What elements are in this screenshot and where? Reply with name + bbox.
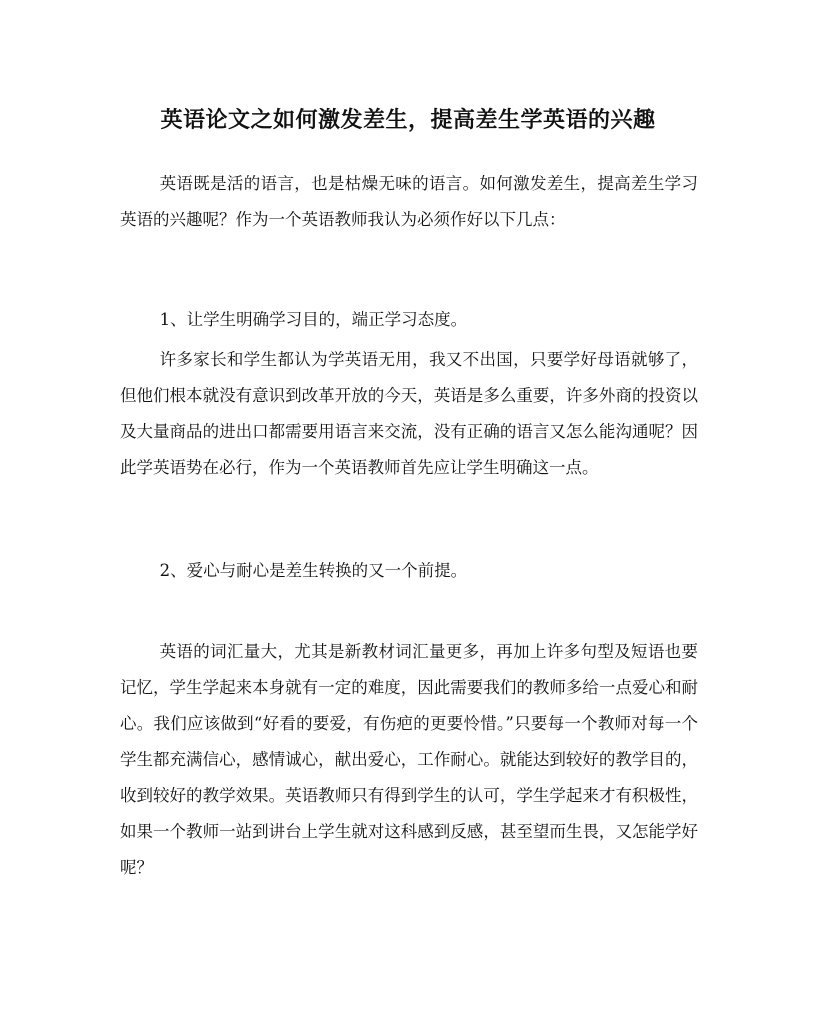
point-2-heading: 2、爱心与耐心是差生转换的又一个前提。 <box>159 561 468 580</box>
point-1-heading: 1、让学生明确学习目的，端正学习态度。 <box>159 310 468 329</box>
intro-paragraph: 英语既是活的语言，也是枯燥无味的语言。如何激发差生，提高差生学习英语的兴趣呢？作为一个英语教师我认为必须作好以下几点： <box>120 174 698 229</box>
point-1-body-paragraph: 许多家长和学生都认为学英语无用，我又不出国，只要学好母语就够了，但他们根本就没有意识到改革开放的今天，英语是多么重要，许多外商的投资以及大量商品的进出口都需要用语言来交流，没有正确的语言又怎么能沟通呢？因此学英语势在必行，作为一个英语教师首先应让学生明确这一点。 <box>120 350 698 477</box>
document-title: 英语论文之如何激发差生，提高差生学英语的兴趣 <box>160 107 656 133</box>
point-2-body-paragraph: 英语的词汇量大，尤其是新教材词汇量更多，再加上许多句型及短语也要记忆，学生学起来本身就有一定的难度，因此需要我们的教师多给一点爱心和耐心。我们应该做到“好看的要爱，有伤疤的更要怜惜。”只要每一个教师对每一个学生都充满信心，感情诚心，献出爱心，工作耐心。就能达到较好的教学目的，收到较好的教学效果。英语教师只有得到学生的认可，学生学起来才有积极性，如果一个教师一站到讲台上学生就对这科感到反感，甚至望而生畏，又怎能学好呢？ <box>120 642 698 877</box>
